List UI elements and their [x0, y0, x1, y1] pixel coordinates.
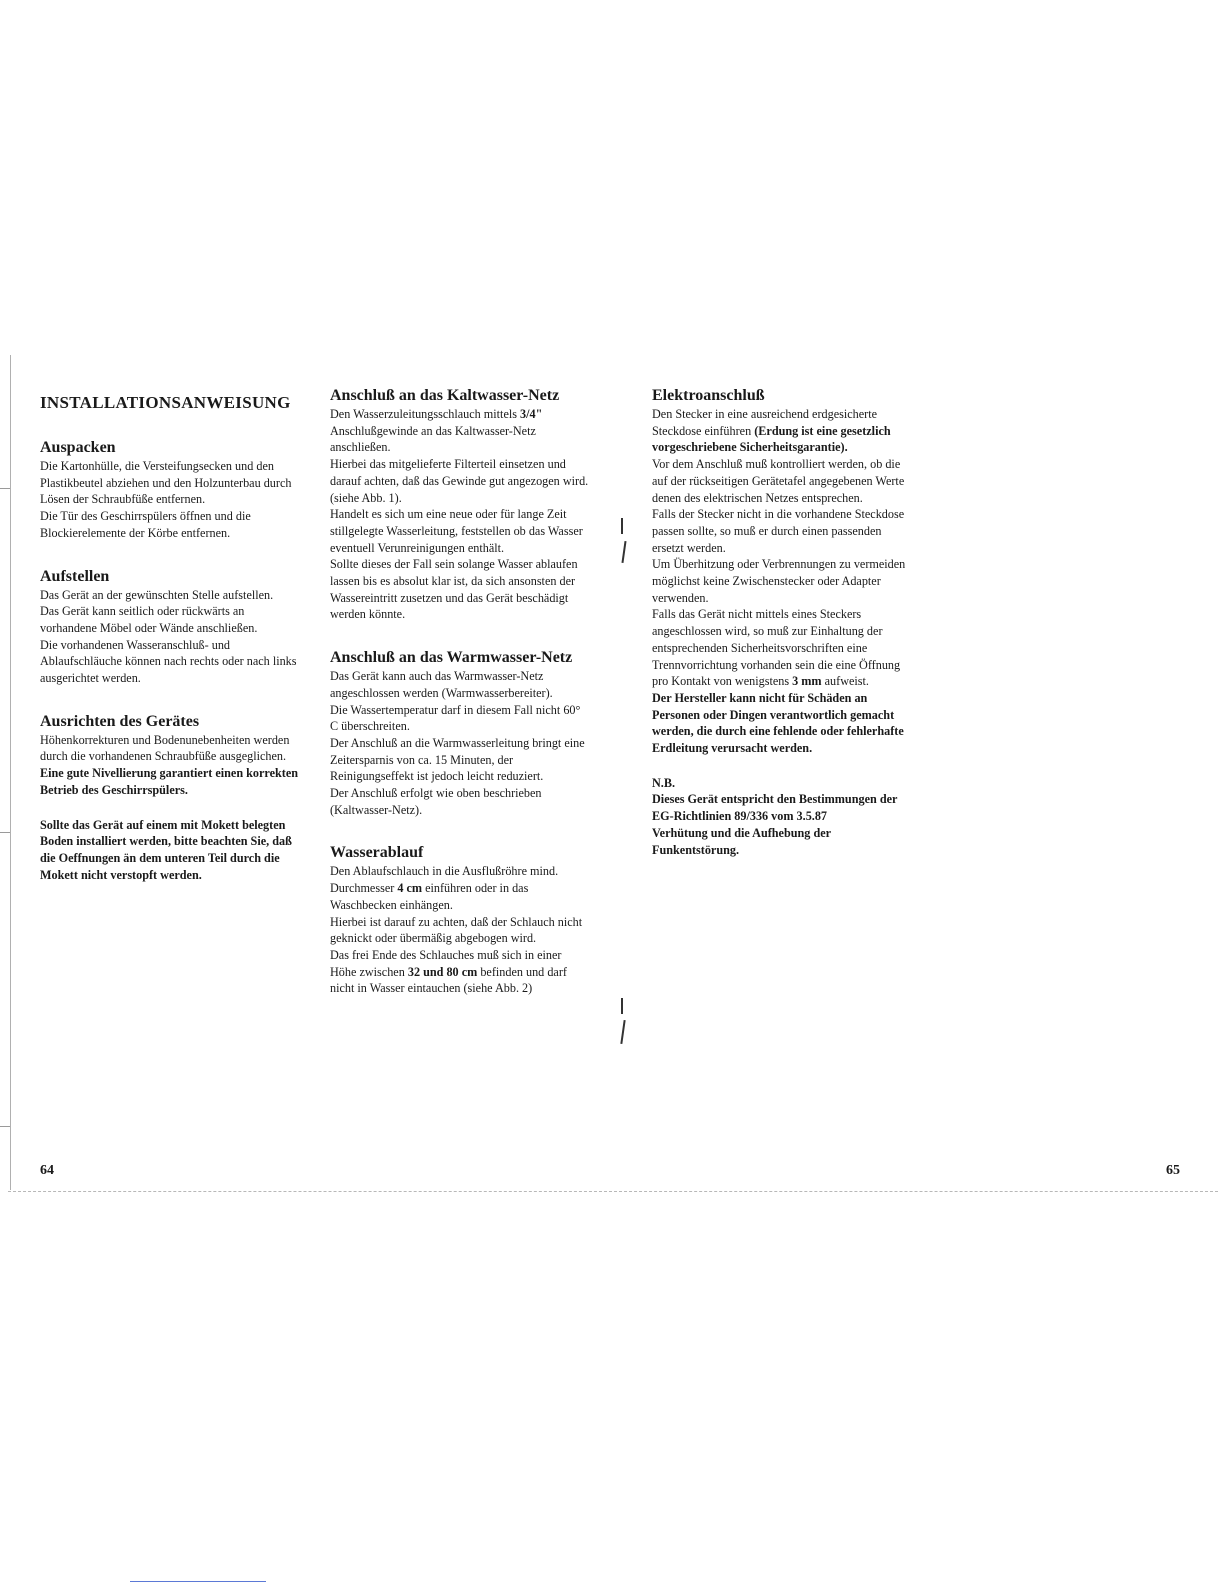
bold-note: Eine gute Nivellierung garantiert einen korrekten Betrieb des Geschirrspülers. [40, 766, 299, 797]
column-left [40, 385, 300, 883]
paragraph: Hierbei das mitgelieferte Filterteil einsetzen und darauf achten, daß das Gewinde gut angezogen wird. (siehe Abb. 1). [330, 457, 589, 505]
paragraph: Das Gerät kann seitlich oder rückwärts an vorhandene Möbel oder Wände anschließen. [40, 604, 258, 635]
document-title: INSTALLATIONSANWEISUNG [40, 393, 291, 412]
paragraph: Falls das Gerät nicht mittels eines Steckers angeschlossen wird, so muß zur Einhaltung der entsprechenden Sicherheitsvorschriften eine Trennvorrichtung vorhanden sein die eine Öffnung pro Kontakt von wenigstens 3 mm aufweist. [652, 607, 901, 689]
heading-wasserablauf: Wasserablauf [330, 844, 424, 862]
heading-auspacken: Auspacken [40, 439, 116, 456]
paragraph: Das Gerät an der gewünschten Stelle aufstellen. [40, 587, 274, 602]
scan-tick [0, 1126, 10, 1127]
page-number-left: 64 [40, 1163, 54, 1178]
scan-mark [621, 518, 623, 534]
heading-aufstellen: Aufstellen [40, 567, 110, 585]
heading-warmwasser: Anschluß an das Warmwasser-Netz [330, 649, 573, 667]
paragraph: Handelt es sich um eine neue oder für lange Zeit stillgelegte Wasserleitung, feststellen ob das Wasser eventuell Verunreinigungen enthält. [330, 507, 583, 555]
bold-note: Dieses Gerät entspricht den Bestimmungen der EG-Richtlinien 89/336 vom 3.5.87 [652, 792, 898, 824]
bold-note: Der Hersteller kann nicht für Schäden an Personen oder Dingen verantwortlich gemacht werden, die durch eine fehlende oder fehlerhafte Erdleitung verursacht werden. [652, 690, 904, 756]
scan-bottom-border [8, 1191, 1218, 1192]
page-number-right: 65 [1166, 1163, 1180, 1178]
blue-underline-mark [130, 1581, 266, 1582]
scan-tick [0, 832, 10, 833]
column-middle [330, 385, 590, 997]
heading-ausrichten: Ausrichten des Gerätes [40, 712, 200, 730]
paragraph: Den Stecker in eine ausreichend erdgesicherte Steckdose einführen (Erdung ist eine gesetzlich vorgeschriebene Sicherheitsgarantie). [652, 407, 891, 455]
paragraph: Das Gerät kann auch das Warmwasser-Netz angeschlossen werden (Warmwasserbereiter). [330, 669, 553, 700]
scan-left-border [10, 355, 11, 1190]
paragraph: Der Anschluß an die Warmwasserleitung bringt eine Zeitersparnis von ca. 15 Minuten, der Reinigungseffekt ist jedoch leicht reduziert. [330, 735, 585, 784]
paragraph: Sollte dieses der Fall sein solange Wasser ablaufen lassen bis es absolut klar ist, da sich ansonsten der Wassereintritt zusetzen und das Gerät beschädigt werden könnte. [330, 557, 578, 622]
paragraph: Die vorhandenen Wasseranschluß- und Ablaufschläuche können nach rechts oder nach links ausgerichtet werden. [40, 637, 297, 686]
paragraph: Höhenkorrekturen und Bodenunebenheiten werden durch die vorhandenen Schraubfüße ausgeglichen. [40, 732, 290, 764]
scan-mark [621, 998, 623, 1014]
paragraph: Das frei Ende des Schlauches muß sich in einer Höhe zwischen 32 und 80 cm befinden und darf nicht in Wasser eintauchen (siehe Abb. 2) [330, 947, 567, 996]
paragraph: Vor dem Anschluß muß kontrolliert werden, ob die auf der rückseitigen Gerätetafel angegebenen Werte denen des elektrischen Netzes entsprechen. [652, 457, 905, 505]
paragraph: Die Wassertemperatur darf in diesem Fall nicht 60° C überschreiten. [330, 702, 581, 734]
paragraph: Falls der Stecker nicht in die vorhandene Steckdose passen sollte, so muß er durch einen passenden ersetzt werden. [652, 507, 905, 555]
heading-kaltwasser: Anschluß an das Kaltwasser-Netz [330, 387, 560, 404]
paragraph: Die Tür des Geschirrspülers öffnen und die Blockierelemente der Körbe entfernen. [40, 509, 251, 540]
heading-elektroanschluss: Elektroanschluß [652, 387, 765, 404]
scan-mark [621, 541, 626, 563]
column-right [652, 385, 912, 858]
scan-mark [620, 1020, 625, 1044]
paragraph: Hierbei ist darauf zu achten, daß der Schlauch nicht geknickt oder übermäßig abgebogen wird. [330, 914, 583, 946]
bold-note: Verhütung und die Aufhebung der Funkentstörung. [652, 825, 831, 857]
paragraph: Der Anschluß erfolgt wie oben beschrieben (Kaltwasser-Netz). [330, 786, 542, 817]
scan-tick [0, 488, 10, 489]
paragraph: Den Wasserzuleitungsschlauch mittels 3/4" Anschlußgewinde an das Kaltwasser-Netz anschließen. [330, 407, 543, 455]
paragraph: Den Ablaufschlauch in die Ausflußröhre mind. Durchmesser 4 cm einführen oder in das Waschbecken einhängen. [330, 864, 559, 912]
paragraph: Um Überhitzung oder Verbrennungen zu vermeiden möglichst keine Zwischenstecker oder Adapter verwenden. [652, 557, 906, 605]
bold-note: Sollte das Gerät auf einem mit Mokett belegten Boden installiert werden, bitte beachten Sie, daß die Oeffnungen än dem unteren Teil durch die Mokett nicht verstopft werden. [40, 817, 292, 882]
paragraph: Die Kartonhülle, die Versteifungsecken und den Plastikbeutel abziehen und den Holzunterbau durch Lösen der Schraubfüße entfernen. [40, 459, 292, 507]
heading-nb: N.B. [652, 775, 676, 790]
